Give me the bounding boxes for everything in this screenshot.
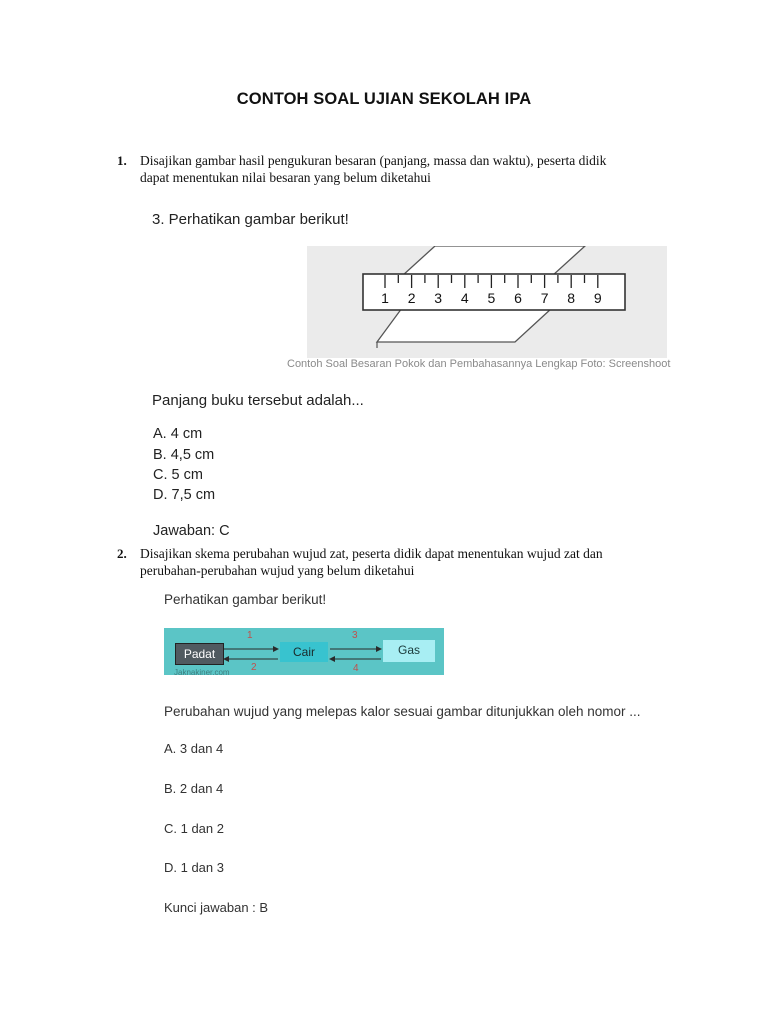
ruler-number-1: 1 bbox=[381, 290, 389, 306]
page-title: CONTOH SOAL UJIAN SEKOLAH IPA bbox=[236, 90, 532, 108]
question-2-prompt: Perubahan wujud yang melepas kalor sesuai gambar ditunjukkan oleh nomor ... bbox=[164, 704, 641, 719]
question-1-answer: Jawaban: C bbox=[153, 523, 230, 539]
question-2-option-c: C. 1 dan 2 bbox=[164, 821, 224, 836]
arrow-2-label: 2 bbox=[251, 662, 257, 673]
ruler-number-3: 3 bbox=[434, 290, 443, 306]
question-1-option-d: D. 7,5 cm bbox=[153, 487, 216, 503]
book-top-edge bbox=[402, 246, 585, 276]
question-1-prompt: Panjang buku tersebut adalah... bbox=[152, 392, 364, 409]
arrow-1-label: 1 bbox=[247, 630, 253, 641]
question-1-number: 1. bbox=[117, 153, 127, 168]
question-2-option-d: D. 1 dan 3 bbox=[164, 860, 224, 875]
ruler-figure bbox=[307, 246, 667, 358]
book-bottom-edge bbox=[377, 308, 552, 342]
question-1-option-b: B. 4,5 cm bbox=[153, 447, 215, 463]
question-2-image-heading: Perhatikan gambar berikut! bbox=[164, 592, 327, 607]
arrow-4-label: 4 bbox=[353, 663, 359, 674]
question-1-option-a: A. 4 cm bbox=[153, 426, 203, 442]
question-2-option-a: A. 3 dan 4 bbox=[164, 741, 224, 756]
ruler-number-9: 9 bbox=[593, 290, 602, 306]
ruler-number-7: 7 bbox=[540, 290, 549, 306]
question-2-answer: Kunci jawaban : B bbox=[164, 900, 269, 915]
cair-box: Cair bbox=[280, 642, 328, 662]
arrow-3-label: 3 bbox=[352, 630, 358, 641]
diagram-watermark: Jaknakiner.com bbox=[174, 668, 230, 675]
question-1-line-1: Disajikan gambar hasil pengukuran besaran (panjang, massa dan waktu), peserta didik bbox=[140, 153, 607, 168]
ruler-number-8: 8 bbox=[567, 290, 576, 306]
gas-box: Gas bbox=[383, 640, 435, 662]
question-2-line-1: Disajikan skema perubahan wujud zat, peserta didik dapat menentukan wujud zat dan bbox=[140, 546, 603, 561]
padat-box: Padat bbox=[175, 643, 224, 665]
ruler-number-6: 6 bbox=[514, 290, 522, 306]
question-1-image-heading: 3. Perhatikan gambar berikut! bbox=[152, 211, 349, 228]
question-2-line-2: perubahan-perubahan wujud yang belum diketahui bbox=[140, 563, 415, 578]
ruler-number-5: 5 bbox=[487, 290, 496, 306]
ruler-number-4: 4 bbox=[460, 290, 469, 306]
figure-caption: Contoh Soal Besaran Pokok dan Pembahasannya Lengkap Foto: Screenshoot bbox=[287, 358, 671, 370]
question-2-number: 2. bbox=[117, 546, 127, 561]
question-2-option-b: B. 2 dan 4 bbox=[164, 781, 224, 796]
question-1-option-c: C. 5 cm bbox=[153, 467, 203, 483]
phase-diagram bbox=[164, 628, 444, 675]
ruler-illustration bbox=[307, 246, 667, 358]
question-1-line-2: dapat menentukan nilai besaran yang belum diketahui bbox=[140, 170, 431, 185]
ruler-number-2: 2 bbox=[407, 290, 416, 306]
